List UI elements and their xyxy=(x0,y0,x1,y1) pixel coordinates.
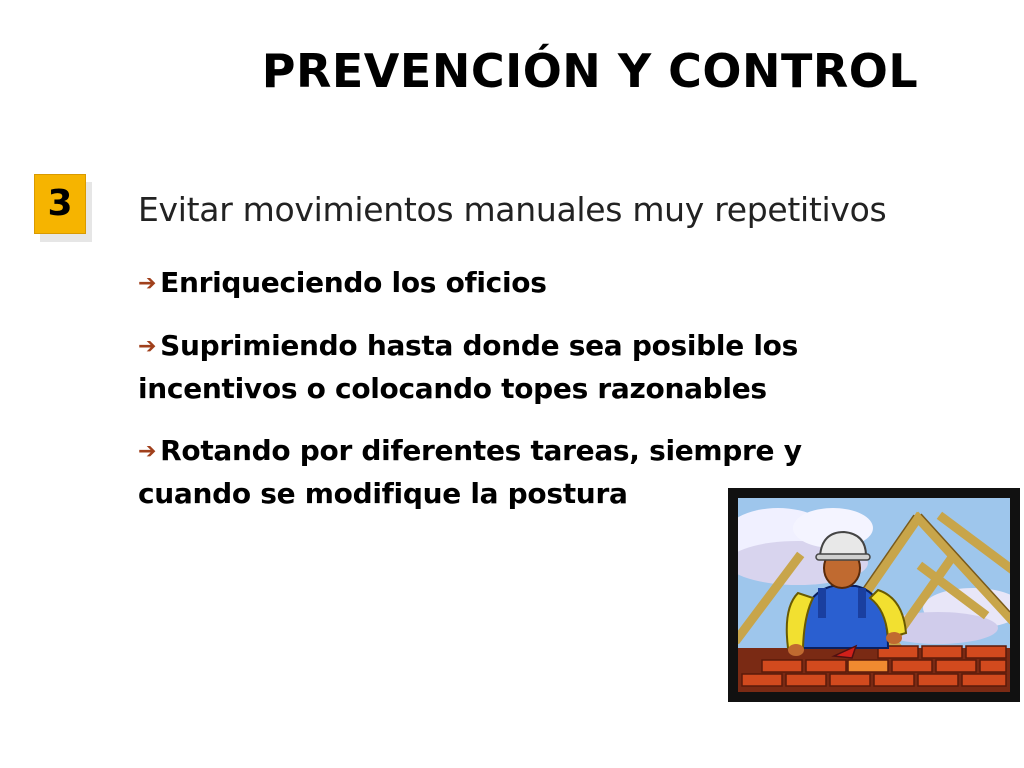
slide-title: PREVENCIÓN Y CONTROL xyxy=(261,44,919,98)
bullet-text: Enriqueciendo los oficios xyxy=(160,266,547,299)
bullet-text: Suprimiendo hasta donde sea posible los incentivos o colocando topes razonables xyxy=(138,329,798,405)
bullet-text: Rotando por diferentes tareas, siempre y cuando se modifique la postura xyxy=(138,434,802,510)
number-badge xyxy=(34,174,86,234)
badge-number: 3 xyxy=(34,174,86,234)
bullet-item xyxy=(138,262,898,305)
right-arrow-icon: ➔ xyxy=(138,439,157,464)
section-heading: Evitar movimientos manuales muy repetitivos xyxy=(138,190,887,229)
construction-worker-icon xyxy=(738,498,1010,692)
right-arrow-icon: ➔ xyxy=(138,271,157,296)
right-arrow-icon: ➔ xyxy=(138,334,157,359)
construction-worker-illustration xyxy=(728,488,1020,702)
bullet-item xyxy=(138,325,898,410)
